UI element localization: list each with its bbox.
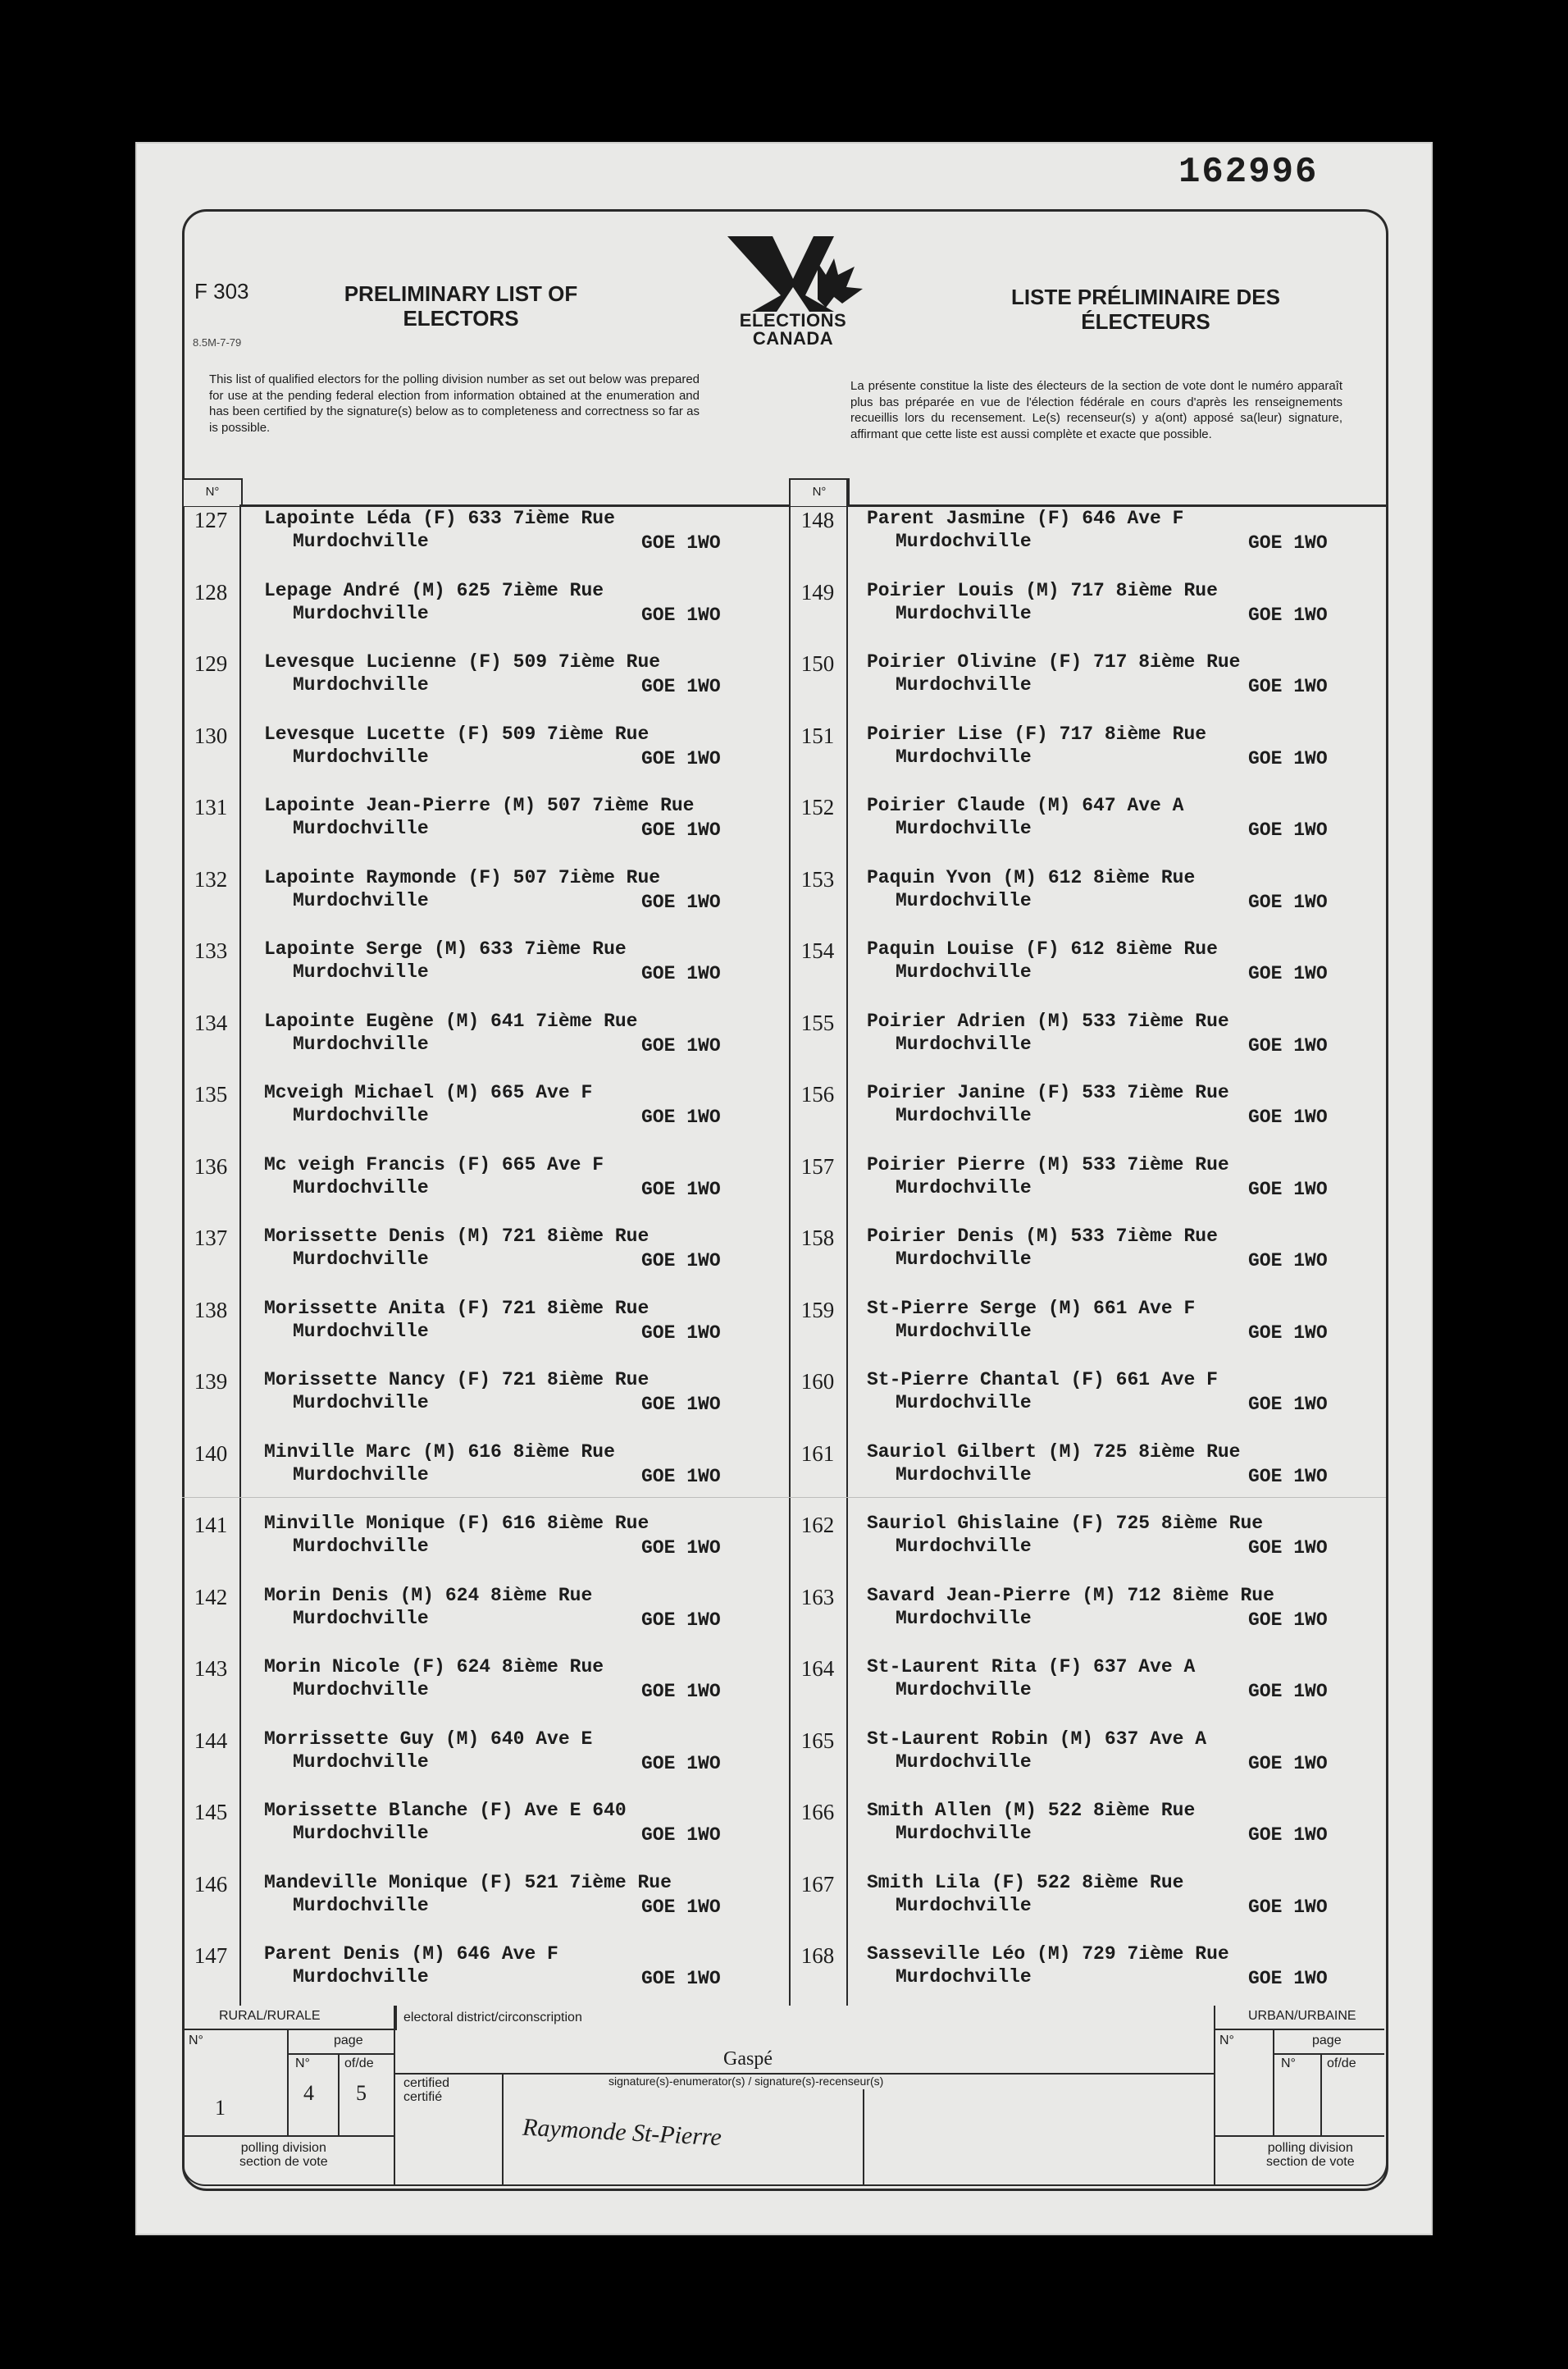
title-en-line2: ELECTORS	[403, 306, 519, 331]
elector-name-address: Minville Monique (F) 616 8ième Rue	[264, 1513, 650, 1534]
logo-text	[711, 312, 875, 348]
elector-number: 148	[800, 508, 835, 532]
urban-no-divider	[1273, 2029, 1274, 2135]
elector-town: Murdochville	[293, 1392, 429, 1413]
title-english	[317, 281, 604, 331]
urban-polling-rule	[1214, 2135, 1384, 2137]
elector-town: Murdochville	[896, 1033, 1032, 1055]
elector-name-address: Lapointe Eugène (M) 641 7ième Rue	[264, 1010, 638, 1032]
elector-number: 156	[800, 1082, 835, 1107]
elector-name-address: Poirier Claude (M) 647 Ave A	[867, 795, 1184, 816]
rural-page-label: page	[334, 2034, 363, 2047]
elector-number: 128	[194, 579, 228, 605]
elector-postal-code: GOE 1WO	[641, 532, 721, 554]
elector-town: Murdochville	[293, 674, 429, 696]
elector-town: Murdochville	[896, 602, 1032, 624]
elector-name-address: Lapointe Jean-Pierre (M) 507 7ième Rue	[264, 795, 695, 816]
elector-town: Murdochville	[896, 1966, 1032, 1988]
elector-name-address: Poirier Olivine (F) 717 8ième Rue	[867, 651, 1241, 673]
elector-number: 166	[800, 1800, 835, 1824]
elector-postal-code: GOE 1WO	[641, 1752, 721, 1774]
elector-name-address: Poirier Pierre (M) 533 7ième Rue	[867, 1153, 1229, 1175]
elector-town: Murdochville	[293, 1823, 429, 1844]
elector-postal-code: GOE 1WO	[641, 747, 721, 769]
elector-postal-code: GOE 1WO	[641, 1250, 721, 1271]
elector-town: Murdochville	[293, 1607, 429, 1629]
elector-postal-code: GOE 1WO	[1248, 1824, 1328, 1846]
urban-polling-label	[1266, 2141, 1355, 2169]
elector-name-address: St-Laurent Robin (M) 637 Ave A	[867, 1728, 1207, 1750]
logo-line1: ELECTIONS	[739, 310, 847, 331]
paper-fold-line	[182, 1497, 1386, 1498]
elector-name-address: Mc veigh Francis (F) 665 Ave F	[264, 1153, 604, 1175]
elector-number: 145	[194, 1800, 228, 1824]
elector-postal-code: GOE 1WO	[641, 604, 721, 626]
elector-number: 132	[194, 866, 228, 892]
elector-town: Murdochville	[293, 1966, 429, 1988]
elector-postal-code: GOE 1WO	[641, 1394, 721, 1415]
elector-name-address: Levesque Lucienne (F) 509 7ième Rue	[264, 651, 661, 673]
elector-number: 154	[800, 938, 835, 963]
elector-postal-code: GOE 1WO	[1248, 963, 1328, 984]
elector-town: Murdochville	[293, 961, 429, 983]
elector-name-address: St-Pierre Serge (M) 661 Ave F	[867, 1297, 1196, 1319]
elector-name-address: Sauriol Ghislaine (F) 725 8ième Rue	[867, 1513, 1264, 1534]
elector-postal-code: GOE 1WO	[641, 891, 721, 913]
elector-postal-code: GOE 1WO	[1248, 1681, 1328, 1702]
serial-number: 162996	[1178, 152, 1319, 193]
urban-of-divider	[1320, 2053, 1322, 2135]
elector-postal-code: GOE 1WO	[1248, 1537, 1328, 1559]
elector-postal-code: GOE 1WO	[1248, 604, 1328, 626]
elector-postal-code: GOE 1WO	[1248, 1465, 1328, 1487]
elector-number: 164	[800, 1656, 835, 1681]
title-french	[965, 285, 1326, 334]
elector-number: 162	[800, 1513, 835, 1537]
elector-postal-code: GOE 1WO	[641, 1178, 721, 1200]
enumerator-signature: Raymonde St-Pierre	[522, 2113, 722, 2152]
elector-name-address: Parent Denis (M) 646 Ave F	[264, 1943, 558, 1965]
elector-number: 151	[800, 723, 835, 748]
urban-page-rule	[1273, 2053, 1384, 2055]
urban-of-label: of/de	[1327, 2056, 1356, 2070]
elector-postal-code: GOE 1WO	[641, 1824, 721, 1846]
title-en-line1: PRELIMINARY LIST OF	[344, 281, 578, 306]
polling-label-rule	[182, 2135, 394, 2137]
elector-name-address: Morin Nicole (F) 624 8ième Rue	[264, 1656, 604, 1677]
polling-label-line1: polling division	[240, 2141, 326, 2155]
elector-name-address: St-Laurent Rita (F) 637 Ave A	[867, 1656, 1196, 1677]
electors-list-sheet	[137, 144, 1431, 2234]
elector-name-address: Morissette Denis (M) 721 8ième Rue	[264, 1226, 650, 1247]
elector-name-address: Mcveigh Michael (M) 665 Ave F	[264, 1082, 593, 1103]
elector-postal-code: GOE 1WO	[641, 963, 721, 984]
elector-name-address: Savard Jean-Pierre (M) 712 8ième Rue	[867, 1584, 1274, 1606]
elector-town: Murdochville	[896, 889, 1032, 911]
elector-postal-code: GOE 1WO	[1248, 1752, 1328, 1774]
elector-town: Murdochville	[896, 1248, 1032, 1270]
elector-town: Murdochville	[293, 1320, 429, 1342]
list-top-rule	[182, 504, 1386, 507]
elector-town: Murdochville	[293, 1536, 429, 1557]
elector-town: Murdochville	[293, 1894, 429, 1916]
elector-town: Murdochville	[896, 1607, 1032, 1629]
page-number-value: 4	[303, 2081, 314, 2105]
polling-division-label	[239, 2141, 328, 2169]
elector-number: 163	[800, 1584, 835, 1609]
elector-town: Murdochville	[293, 889, 429, 911]
elector-postal-code: GOE 1WO	[1248, 676, 1328, 697]
elector-number: 158	[800, 1226, 835, 1250]
elector-postal-code: GOE 1WO	[641, 1321, 721, 1344]
elector-postal-code: GOE 1WO	[1248, 891, 1328, 913]
elector-number: 165	[800, 1728, 835, 1753]
elector-name-address: Poirier Adrien (M) 533 7ième Rue	[867, 1010, 1229, 1032]
elector-postal-code: GOE 1WO	[1248, 747, 1328, 769]
elector-number: 131	[194, 795, 228, 819]
elector-number: 134	[194, 1010, 228, 1035]
intro-english: This list of qualified electors for the polling division number as set out below was prepared for use at the pending federal election from information obtained at the enumeration and has been certified by the signature(s) below as to completeness and correctness so far as is possible.	[209, 372, 700, 435]
elector-name-address: Morissette Blanche (F) Ave E 640	[264, 1800, 627, 1821]
elector-number: 149	[800, 579, 835, 605]
rural-no-divider	[287, 2029, 289, 2135]
elector-number: 143	[194, 1656, 228, 1681]
elector-town: Murdochville	[896, 1751, 1032, 1773]
elector-number: 138	[194, 1297, 228, 1322]
elector-name-address: Smith Lila (F) 522 8ième Rue	[867, 1871, 1184, 1893]
elector-number: 142	[194, 1584, 228, 1609]
elector-number: 159	[800, 1297, 835, 1322]
elector-postal-code: GOE 1WO	[1248, 1250, 1328, 1271]
certified-divider	[502, 2075, 504, 2184]
elector-name-address: Sauriol Gilbert (M) 725 8ième Rue	[867, 1440, 1241, 1463]
title-fr-line1: LISTE PRÉLIMINAIRE DES	[1011, 285, 1280, 309]
elector-name-address: Morrissette Guy (M) 640 Ave E	[264, 1728, 593, 1750]
elector-number: 139	[194, 1369, 228, 1394]
elector-number: 130	[194, 723, 228, 748]
elector-town: Murdochville	[293, 602, 429, 624]
elector-town: Murdochville	[896, 1176, 1032, 1198]
elector-postal-code: GOE 1WO	[641, 1107, 721, 1128]
urban-page-no-label: N°	[1281, 2056, 1296, 2070]
elector-name-address: Morissette Anita (F) 721 8ième Rue	[264, 1297, 650, 1319]
elector-town: Murdochville	[896, 818, 1032, 839]
elector-town: Murdochville	[896, 746, 1032, 768]
elector-postal-code: GOE 1WO	[641, 1609, 721, 1631]
elector-postal-code: GOE 1WO	[1248, 1394, 1328, 1415]
elector-town: Murdochville	[293, 746, 429, 768]
elector-name-address: Morin Denis (M) 624 8ième Rue	[264, 1584, 593, 1606]
elector-town: Murdochville	[293, 1105, 429, 1126]
elector-town: Murdochville	[293, 1248, 429, 1270]
urban-no-label: N°	[1219, 2034, 1234, 2047]
form-date: 8.5M-7-79	[193, 336, 242, 349]
elector-postal-code: GOE 1WO	[641, 819, 721, 841]
elector-town: Murdochville	[293, 531, 429, 552]
elector-name-address: Levesque Lucette (F) 509 7ième Rue	[264, 723, 650, 745]
elector-town: Murdochville	[293, 1463, 429, 1486]
page-of-divider	[338, 2053, 340, 2135]
no-header-left: N°	[182, 478, 243, 506]
elector-number: 160	[800, 1369, 835, 1394]
signature-divider	[863, 2089, 864, 2184]
page-no-label: N°	[295, 2056, 310, 2070]
elector-name-address: Lapointe Serge (M) 633 7ième Rue	[264, 938, 627, 960]
polling-number-value: 1	[215, 2096, 226, 2120]
elector-name-address: Paquin Louise (F) 612 8ième Rue	[867, 938, 1218, 960]
urban-label: URBAN/URBAINE	[1248, 2009, 1356, 2023]
form-footer	[182, 2006, 1386, 2188]
urban-left-rule	[1214, 2006, 1215, 2184]
certified-label	[403, 2076, 449, 2104]
title-fr-line2: ÉLECTEURS	[1081, 309, 1210, 334]
elector-town: Murdochville	[896, 1463, 1032, 1486]
elector-name-address: Morissette Nancy (F) 721 8ième Rue	[264, 1369, 650, 1390]
certified-line1: certified	[403, 2076, 450, 2090]
rural-right-rule	[394, 2006, 395, 2184]
elector-number: 157	[800, 1153, 835, 1179]
signature-label: signature(s)-enumerator(s) / signature(s)-recenseur(s)	[609, 2075, 884, 2088]
rural-label: RURAL/RURALE	[219, 2009, 321, 2023]
elector-name-address: Poirier Janine (F) 533 7ième Rue	[867, 1082, 1229, 1103]
page-of-label: of/de	[344, 2056, 374, 2070]
elector-number: 129	[194, 651, 228, 676]
elector-postal-code: GOE 1WO	[1248, 532, 1328, 554]
certified-line2: certifié	[403, 2090, 443, 2104]
elector-postal-code: GOE 1WO	[641, 1681, 721, 1702]
page-subheader-rule	[287, 2053, 394, 2055]
elector-postal-code: GOE 1WO	[1248, 1034, 1328, 1057]
urban-page-label: page	[1312, 2034, 1342, 2047]
elector-town: Murdochville	[896, 1823, 1032, 1844]
elector-postal-code: GOE 1WO	[641, 676, 721, 697]
elector-number: 144	[194, 1728, 228, 1753]
elector-postal-code: GOE 1WO	[1248, 1609, 1328, 1631]
elector-number: 161	[800, 1440, 835, 1466]
elector-name-address: Lapointe Léda (F) 633 7ième Rue	[264, 508, 615, 529]
district-value: Gaspé	[723, 2048, 773, 2070]
elector-town: Murdochville	[896, 1392, 1032, 1413]
elector-name-address: Paquin Yvon (M) 612 8ième Rue	[867, 866, 1196, 888]
elector-number: 168	[800, 1943, 835, 1968]
elector-name-address: St-Pierre Chantal (F) 661 Ave F	[867, 1369, 1218, 1390]
no-header-right: N°	[789, 478, 850, 506]
elector-name-address: Poirier Denis (M) 533 7ième Rue	[867, 1226, 1218, 1247]
elector-postal-code: GOE 1WO	[641, 1537, 721, 1559]
elector-town: Murdochville	[896, 1105, 1032, 1126]
elector-number: 133	[194, 938, 228, 963]
urban-header-rule	[1214, 2029, 1384, 2030]
elector-number: 155	[800, 1010, 835, 1035]
elector-number: 137	[194, 1226, 228, 1250]
elector-postal-code: GOE 1WO	[1248, 1178, 1328, 1200]
intro-french: La présente constitue la liste des électeurs de la section de vote dont le numéro apparaît plus bas préparée en vue de l'élection fédérale en cours d'après les renseignements recueillis lors du recensement. Le(s) recenseur(s) y a(ont) apposé sa(leur) signature, affirmant que cette liste est aussi complète et exacte que possible.	[850, 379, 1342, 441]
elector-town: Murdochville	[293, 818, 429, 839]
elector-town: Murdochville	[293, 1751, 429, 1773]
elector-number: 140	[194, 1440, 228, 1466]
elector-town: Murdochville	[896, 531, 1032, 552]
form-number: F 303	[194, 279, 249, 304]
elector-name-address: Minville Marc (M) 616 8ième Rue	[264, 1440, 615, 1463]
elector-name-address: Mandeville Monique (F) 521 7ième Rue	[264, 1871, 672, 1893]
elector-number: 146	[194, 1871, 228, 1897]
elector-town: Murdochville	[896, 1320, 1032, 1342]
elector-number: 141	[194, 1513, 228, 1537]
elector-town: Murdochville	[896, 1894, 1032, 1916]
elector-postal-code: GOE 1WO	[641, 1465, 721, 1487]
urban-polling-line2: section de vote	[1266, 2155, 1355, 2169]
elector-name-address: Poirier Louis (M) 717 8ième Rue	[867, 579, 1218, 601]
elector-postal-code: GOE 1WO	[1248, 1107, 1328, 1128]
elector-number: 147	[194, 1943, 228, 1968]
elector-town: Murdochville	[293, 1176, 429, 1198]
elector-name-address: Lepage André (M) 625 7ième Rue	[264, 579, 604, 601]
elector-town: Murdochville	[896, 961, 1032, 983]
elector-number: 136	[194, 1153, 228, 1179]
district-label: electoral district/circonscription	[403, 2011, 582, 2024]
elector-name-address: Sasseville Léo (M) 729 7ième Rue	[867, 1943, 1229, 1965]
elector-postal-code: GOE 1WO	[641, 1034, 721, 1057]
elector-number: 152	[800, 795, 835, 819]
elector-name-address: Poirier Lise (F) 717 8ième Rue	[867, 723, 1207, 745]
elector-postal-code: GOE 1WO	[1248, 1968, 1328, 1989]
logo-line2: CANADA	[752, 328, 834, 349]
elector-town: Murdochville	[293, 1679, 429, 1700]
elector-town: Murdochville	[293, 1033, 429, 1055]
elector-postal-code: GOE 1WO	[1248, 1321, 1328, 1344]
elector-number: 153	[800, 866, 835, 892]
urban-polling-line1: polling division	[1267, 2141, 1353, 2155]
elector-number: 127	[194, 508, 228, 532]
elector-number: 135	[194, 1082, 228, 1107]
elector-name-address: Lapointe Raymonde (F) 507 7ième Rue	[264, 866, 661, 888]
elector-postal-code: GOE 1WO	[641, 1968, 721, 1989]
polling-label-line2: section de vote	[239, 2155, 328, 2169]
elector-name-address: Parent Jasmine (F) 646 Ave F	[867, 508, 1184, 529]
elector-town: Murdochville	[896, 674, 1032, 696]
elector-number: 167	[800, 1871, 835, 1897]
page-of-value: 5	[356, 2081, 367, 2105]
rural-no-label: N°	[189, 2034, 203, 2047]
elector-town: Murdochville	[896, 1679, 1032, 1700]
elector-postal-code: GOE 1WO	[641, 1896, 721, 1918]
elector-postal-code: GOE 1WO	[1248, 1896, 1328, 1918]
elector-name-address: Smith Allen (M) 522 8ième Rue	[867, 1800, 1196, 1821]
elector-number: 150	[800, 651, 835, 676]
elector-postal-code: GOE 1WO	[1248, 819, 1328, 841]
elector-town: Murdochville	[896, 1536, 1032, 1557]
